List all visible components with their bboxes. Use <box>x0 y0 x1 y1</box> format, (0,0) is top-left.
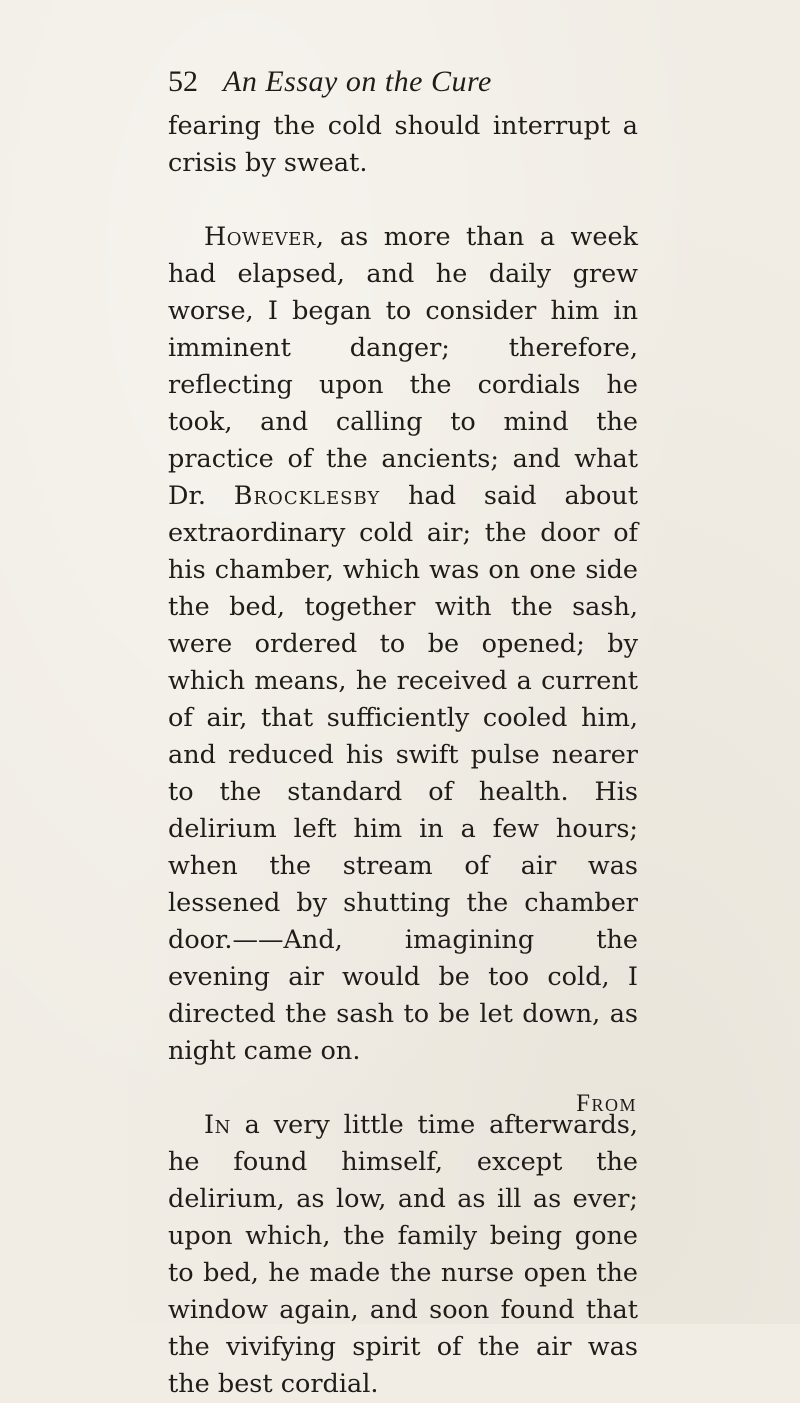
paragraph-text: had said about extraordinary cold air; the door of his chamber, which was on one side the bed, together with the sash, were ordered to be opened; by which means, he received a current of air, that sufficiently cooled him, and reduced his swift pulse nearer to the standard of health. His delirium left him in a few hours; when the stream of air was lessened by shutting the chamber door.——And, imagining the evening air would be too cold, I directed the sash to be let down, as night came on. <box>168 481 638 1066</box>
page-header <box>168 60 638 104</box>
paragraph-in <box>168 1107 638 1403</box>
paragraph-lead-word: However, <box>204 222 325 252</box>
body-text <box>168 108 638 1403</box>
paragraph-text: fearing the cold should interrupt a crisis by sweat. <box>168 111 638 178</box>
paragraph-lead-word: In <box>204 1110 231 1140</box>
catchword: From <box>576 1090 637 1117</box>
paragraph-text: a very little time afterwards, he found himself, except the delirium, as low, and as ill as ever; upon which, the family being gone to bed, he made the nurse open the window again, and soon found that the vivifying spirit of the air was the best cordial. <box>168 1110 638 1399</box>
person-name: Brocklesby <box>233 481 381 511</box>
page-number: 52 <box>168 65 198 98</box>
paragraph-text: as more than a week had elapsed, and he daily grew worse, I began to consider him in imminent danger; therefore, reflecting upon the cordials he took, and calling to mind the practice of the ancients; and what Dr. <box>168 222 638 511</box>
running-title: An Essay on the Cure <box>223 65 492 98</box>
paragraph-continuation <box>168 108 638 182</box>
paragraph-however <box>168 219 638 1070</box>
